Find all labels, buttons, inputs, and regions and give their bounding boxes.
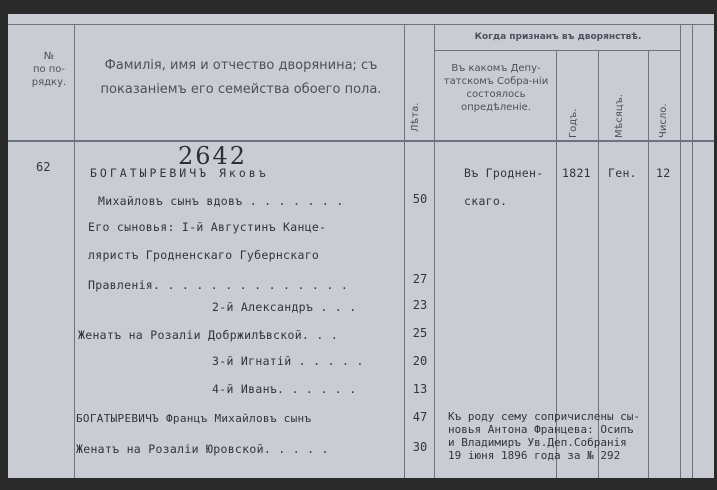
assembly-value: скаго. [464, 194, 508, 208]
entry-line: ляристъ Гродненскаго Губернскаго [88, 248, 320, 262]
age-value: 30 [412, 440, 428, 454]
header-recognition-group: Когда признанъ въ дворянствѣ. [474, 32, 642, 42]
entry-line: БОГАТЫРЕВИЧЪ Яковъ [90, 166, 269, 180]
header-number-column: № по по- рядку. [31, 51, 67, 88]
day-value: 12 [656, 166, 671, 180]
age-value: 25 [412, 326, 428, 340]
header-name-column: Фамилія, имя и отчество дворянина; съ показаніемъ его семейства обоего пола. [100, 58, 382, 97]
annotation-note [448, 410, 714, 462]
age-value: 13 [412, 382, 428, 396]
note-line: новья Антона Францева: Осипъ [448, 423, 634, 436]
age-value: 23 [412, 298, 428, 312]
entry-line: 3-й Игнатій . . . . . [212, 354, 364, 368]
entry-line: 2-й Александръ . . . [212, 300, 357, 314]
entry-line: БОГАТЫРЕВИЧЪ Францъ Михайловъ сынъ [76, 412, 312, 425]
header-subrule [434, 50, 680, 51]
header-month-column: Мѣсяцъ. [614, 94, 625, 138]
assembly-value: Въ Гроднен- [464, 166, 544, 180]
header-year-column: Годъ. [568, 108, 579, 138]
column-divider [434, 24, 435, 478]
age-value: 47 [412, 410, 428, 424]
header-day-column: Число. [658, 103, 669, 138]
entry-line: Его сыновья: I-й Августинъ Канце- [88, 220, 327, 234]
note-line: 19 іюня 1896 года за № 292 [448, 449, 621, 462]
header-bottom-rule [8, 140, 714, 142]
column-divider [404, 24, 405, 478]
entry-line: Михайловъ сынъ вдовъ . . . . . . . [98, 194, 344, 208]
entry-line: 4-й Иванъ. . . . . . [212, 382, 357, 396]
month-value: Ген. [608, 166, 637, 180]
year-value: 1821 [562, 166, 591, 180]
note-line: Къ роду сему сопричислены сы- [448, 410, 641, 423]
entry-line: Женатъ на Розаліи Юровской. . . . . [76, 442, 329, 456]
entry-line: Правленія. . . . . . . . . . . . . . [88, 278, 349, 292]
header-age-column: Лѣта. [410, 102, 421, 132]
case-number: 2642 [178, 142, 248, 170]
header-top-rule [8, 24, 714, 25]
entry-number: 62 [36, 160, 51, 174]
note-line: и Владимиръ Ув.Деп.Собранія [448, 436, 627, 449]
age-value: 27 [412, 272, 428, 286]
age-value: 20 [412, 354, 428, 368]
column-divider [74, 24, 75, 478]
header-assembly-column: Въ какомъ Депу-татскомъ Собра-ніи состоялось опредѣленіе. [443, 63, 549, 113]
ledger-page [8, 14, 714, 478]
entry-line: Женатъ на Розаліи Добржилѣвской. . . [78, 328, 339, 342]
age-value: 50 [412, 192, 428, 206]
